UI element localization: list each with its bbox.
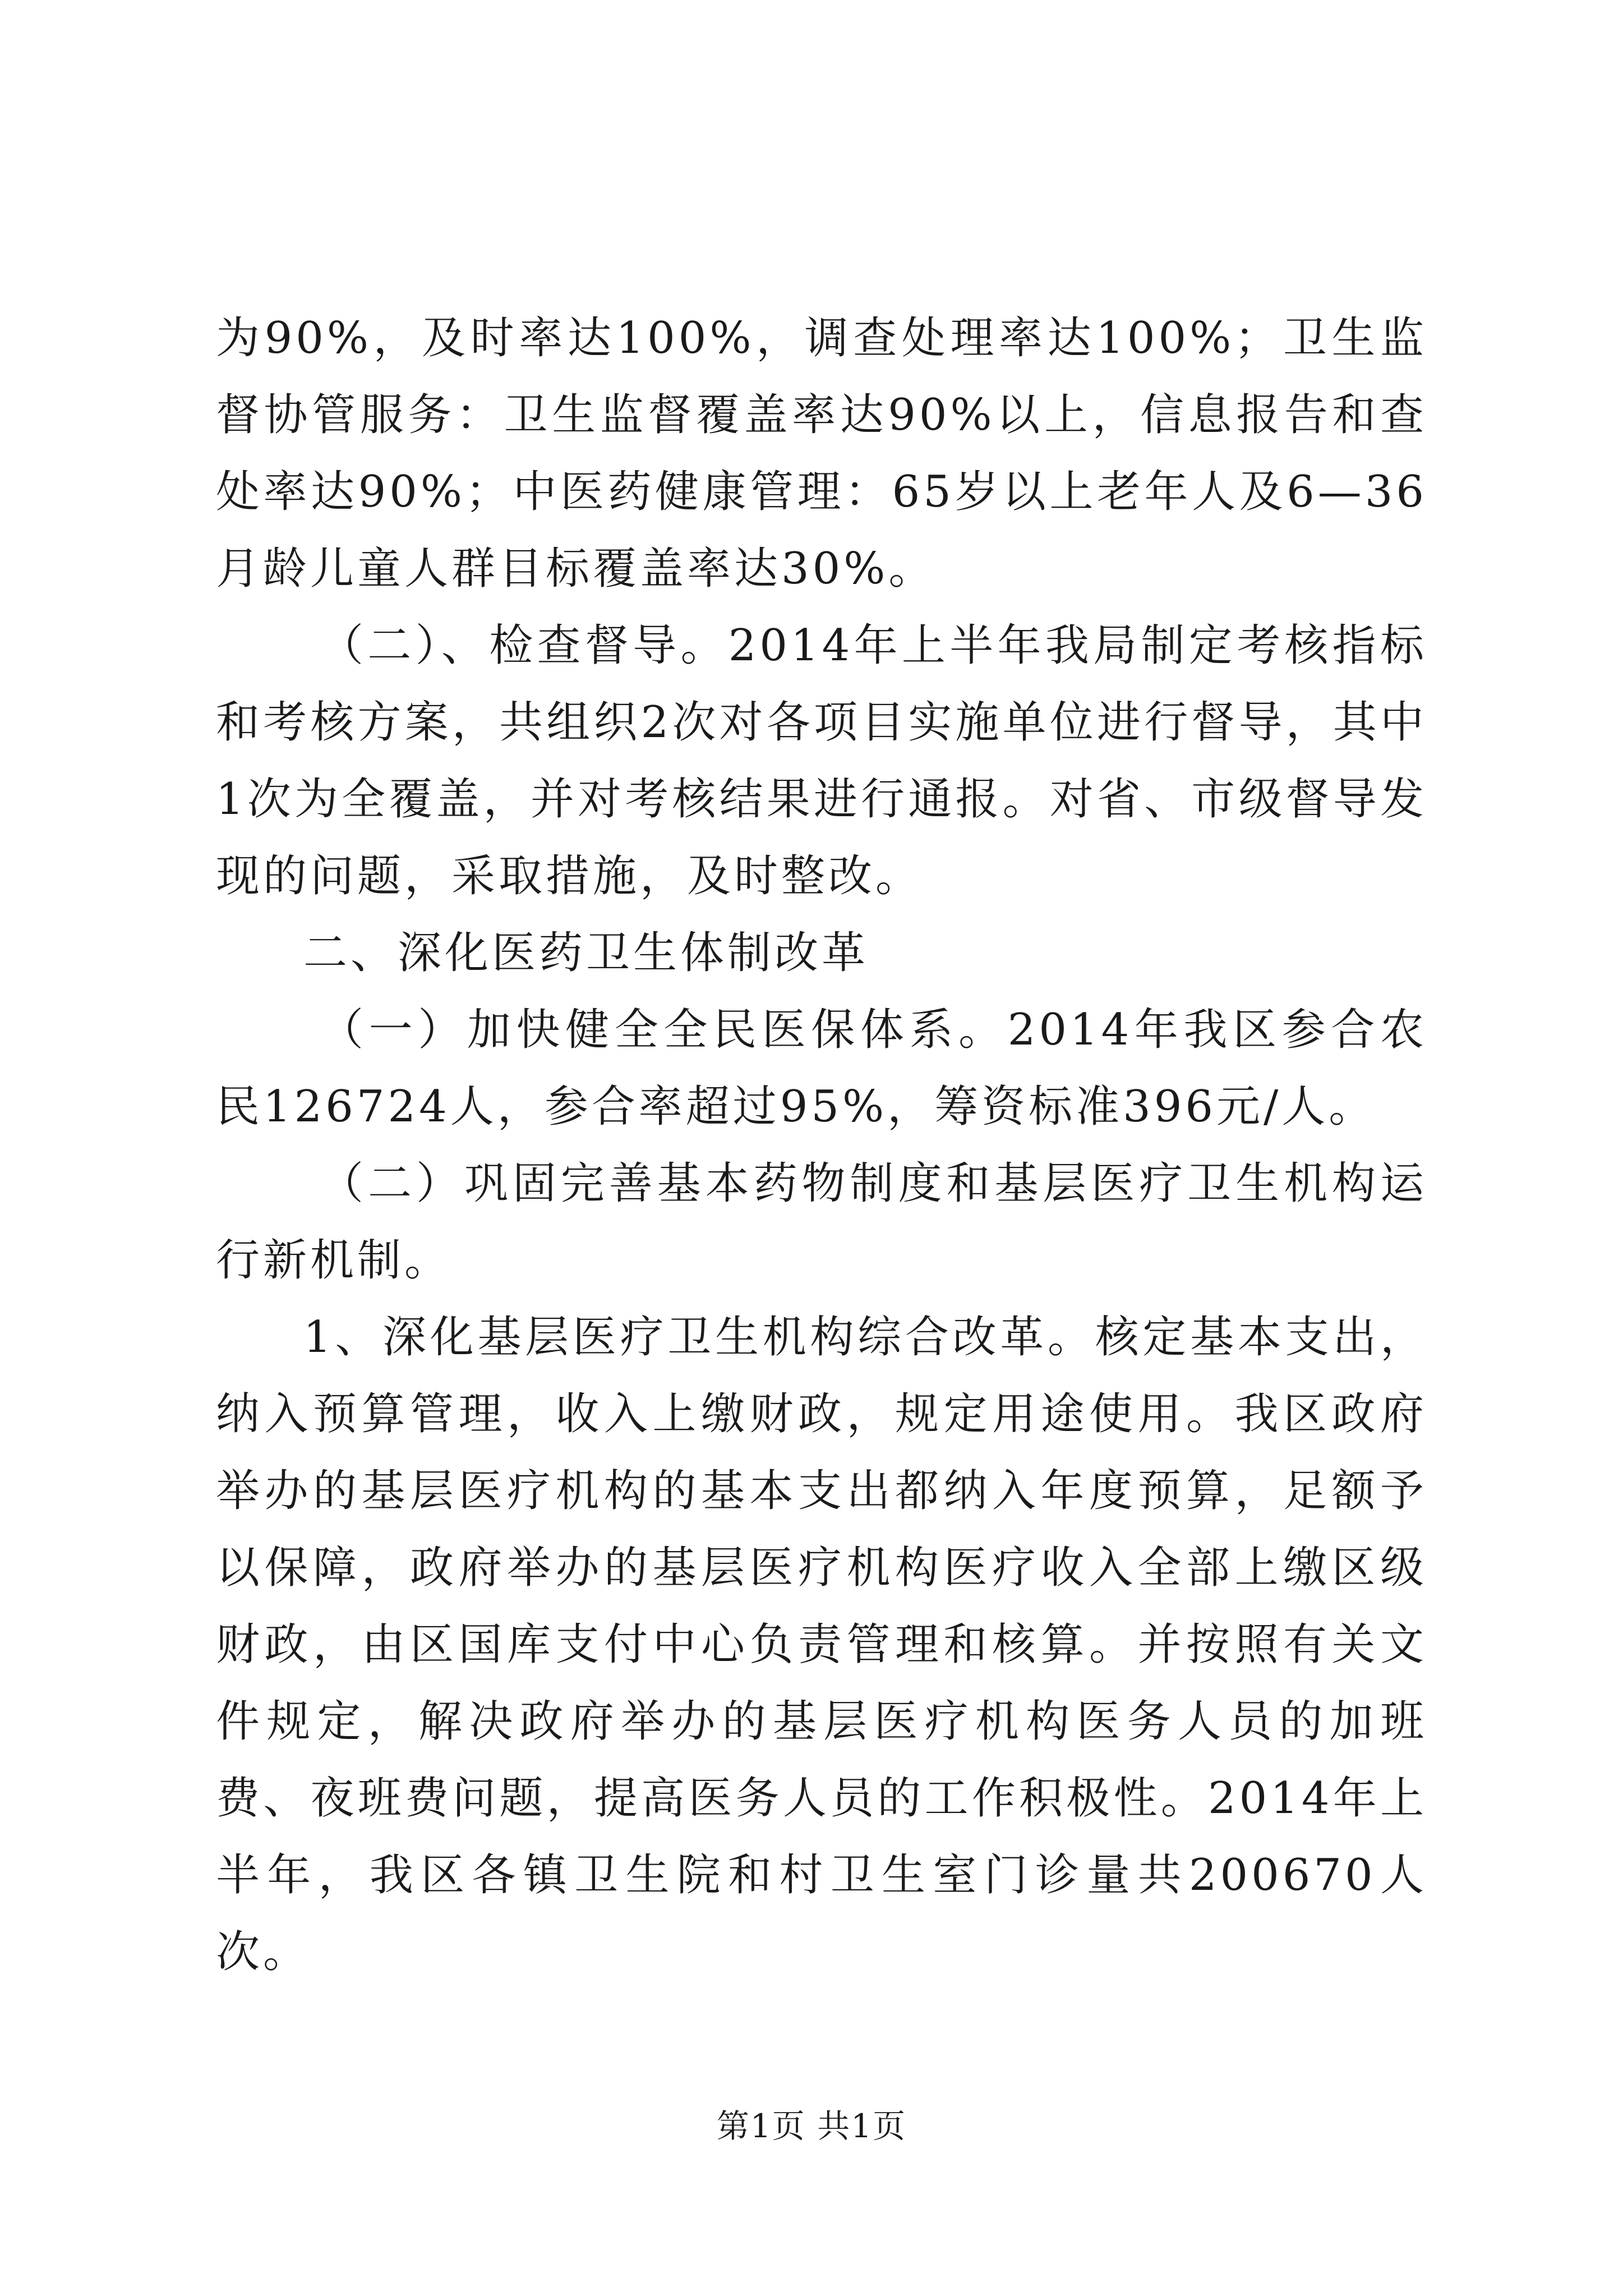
paragraph-inspection: （二）、检查督导。2014年上半年我局制定考核指标和考核方案，共组织2次对各项目实施单位进行督导，其中1次为全覆盖，并对考核结果进行通报。对省、市级督导发现的问题，采取措施，及时整改。 [216, 620, 1427, 901]
paragraph-grassroots-reform: 1、深化基层医疗卫生机构综合改革。核定基本支出，纳入预算管理，收入上缴财政，规定用途使用。我区政府举办的基层医疗机构的基本支出都纳入年度预算，足额予以保障，政府举办的基层医疗机构医疗收入全部上缴区级财政，由区国库支付中心负责管理和核算。并按照有关文件规定，解决政府举办的基层医疗机构医务人员的加班费、夜班费问题，提高医务人员的工作积极性。2014年上半年，我区各镇卫生院和村卫生室门诊量共200670人次。 [216, 1312, 1427, 1977]
paragraph-medical-insurance: （一）加快健全全民医保体系。2014年我区参合农民126724人，参合率超过95%，筹资标准396元/人。 [216, 1005, 1427, 1132]
paragraph-service-rates: 为90%，及时率达100%，调查处理率达100%；卫生监督协管服务：卫生监督覆盖率达90%以上，信息报告和查处率达90%；中医药健康管理：65岁以上老年人及6—36月龄儿童人群目标覆盖率达30%。 [216, 313, 1427, 594]
paragraph-basic-drugs: （二）巩固完善基本药物制度和基层医疗卫生机构运行新机制。 [216, 1158, 1427, 1286]
page-footer: 第1页 共1页 [716, 2107, 907, 2145]
document-body [216, 300, 1427, 1991]
section-heading-reform: 二、深化医药卫生体制改革 [303, 928, 869, 978]
